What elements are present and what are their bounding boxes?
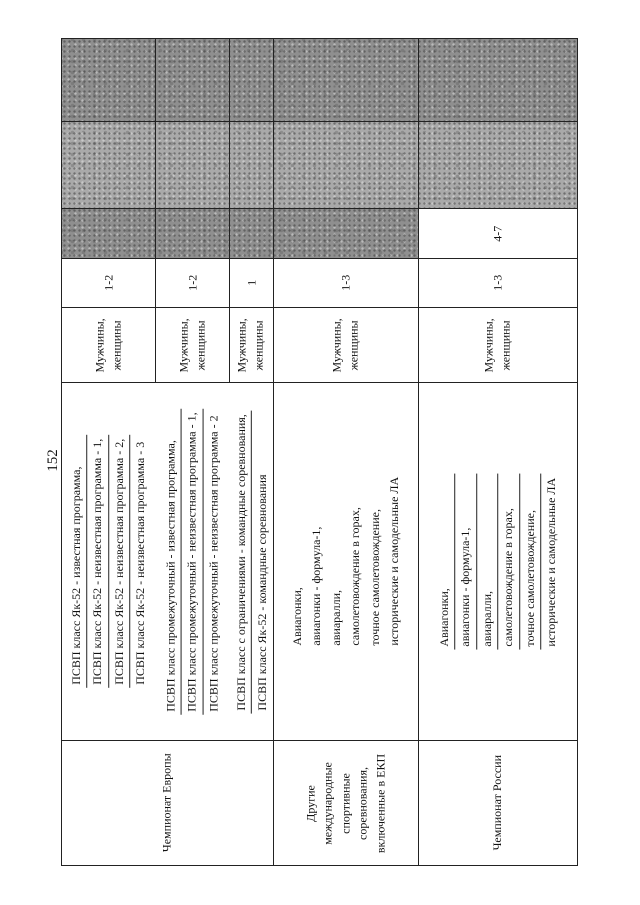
shaded-cell <box>62 208 418 258</box>
discipline-line: Авиагонки, <box>289 587 304 646</box>
discipline-line: точное самолетовождение, <box>367 509 382 646</box>
age-cell <box>230 259 273 307</box>
discipline-line: ПСВП класс Як-52 - известная программа, <box>66 435 87 688</box>
gender-text: Мужчины, женщины <box>176 317 208 373</box>
disciplines-list <box>66 435 151 688</box>
disciplines-list <box>161 408 224 714</box>
discipline-line: ПСВП класс Як-52 - командные соревнования <box>255 474 269 711</box>
gender-cell <box>156 308 229 382</box>
disciplines-cell <box>419 383 577 740</box>
disciplines-list <box>288 473 404 650</box>
discipline-line: ПСВП класс промежуточный - неизвестная программа - 2 <box>206 415 221 712</box>
shaded-cell <box>62 39 577 121</box>
discipline-line: ПСВП класс с ограничениями - командные соревнования, <box>231 410 252 713</box>
gender-text: Мужчины, женщины <box>481 317 513 373</box>
disciplines-cell <box>156 383 229 740</box>
discipline-line: авиагонки - формула-1, <box>309 526 324 646</box>
extra-age-cell <box>419 209 577 258</box>
section-name-cell <box>419 741 577 865</box>
discipline-line: ПСВП класс Як-52 - неизвестная программа - 2, <box>109 435 130 688</box>
discipline-line: ПСВП класс Як-52 - неизвестная программа - 3 <box>133 441 148 686</box>
disciplines-cell <box>62 383 155 740</box>
gender-text: Мужчины, женщины <box>92 317 124 373</box>
shaded-cell <box>62 121 577 208</box>
discipline-line: ПСВП класс промежуточный - неизвестная программа - 1, <box>182 408 203 714</box>
age-text: 1 <box>243 279 258 286</box>
discipline-line: авиагонки - формула-1, <box>456 474 477 650</box>
page-number-text: 152 <box>44 448 61 472</box>
disciplines-cell <box>230 383 273 740</box>
gender-cell <box>230 308 273 382</box>
section-name-cell <box>274 741 418 865</box>
age-text: 1-3 <box>338 274 353 291</box>
discipline-line: ПСВП класс промежуточный - известная программа, <box>161 408 182 714</box>
age-text: 1-3 <box>490 274 505 291</box>
discipline-line: ПСВП класс Як-52 - неизвестная программа - 1, <box>88 435 109 688</box>
age-text: 1-2 <box>184 274 199 291</box>
gender-cell <box>62 308 155 382</box>
discipline-line: авиаралли, <box>328 590 343 646</box>
disciplines-list <box>231 410 273 713</box>
age-cell <box>419 259 577 307</box>
age-cell <box>274 259 418 307</box>
discipline-line: самолетовождение в горах, <box>348 507 363 646</box>
discipline-line: авиаралли, <box>477 474 498 650</box>
age-text: 1-2 <box>100 274 115 291</box>
extra-age-text: 4-7 <box>490 225 505 242</box>
gender-text: Мужчины, женщины <box>235 317 267 373</box>
section-name-cell <box>62 741 273 865</box>
discipline-line: Авиагонки, <box>434 474 455 650</box>
discipline-line: точное самолетовождение, <box>520 474 541 650</box>
age-cell <box>156 259 229 307</box>
gender-text: Мужчины, женщины <box>329 317 361 373</box>
gender-cell <box>419 308 577 382</box>
disciplines-cell <box>274 383 418 740</box>
section-name: Чемпионат России <box>490 755 505 851</box>
gender-cell <box>274 308 418 382</box>
discipline-line: исторические и самодельные ЛА <box>544 477 559 647</box>
disciplines-list <box>434 474 561 650</box>
section-name: Чемпионат Европы <box>159 753 174 853</box>
section-name: Другие международные спортивные соревнования, включенные в ЕКП <box>303 753 388 853</box>
column-divider <box>61 121 578 122</box>
discipline-line: исторические и самодельные ЛА <box>386 477 401 646</box>
age-cell <box>62 259 155 307</box>
discipline-line: самолетовождение в горах, <box>499 474 520 650</box>
